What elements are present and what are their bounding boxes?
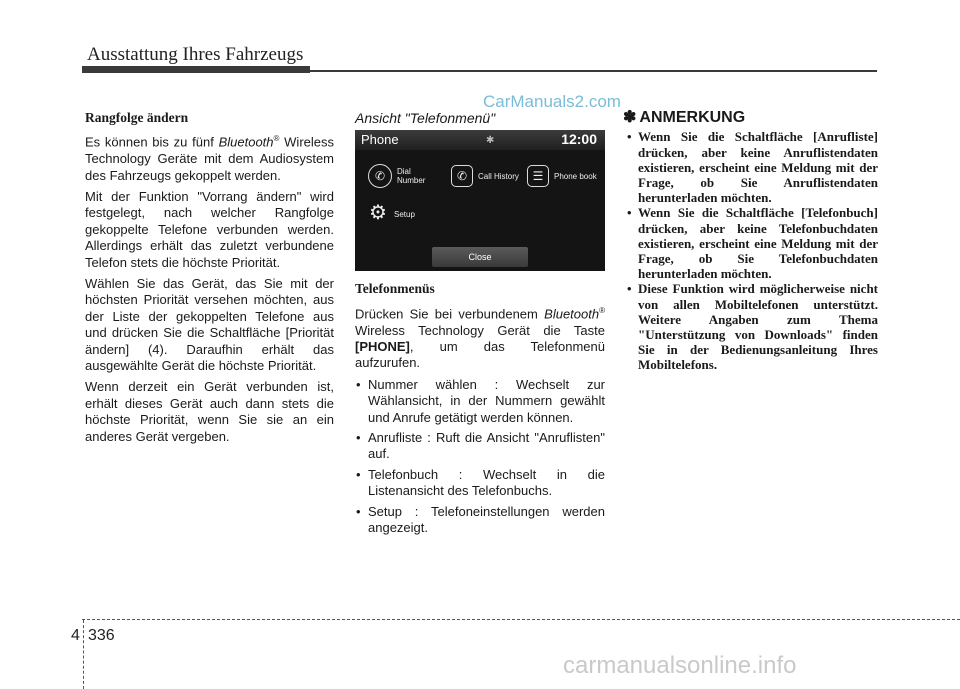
call-history-icon: ✆ bbox=[451, 165, 473, 187]
setup-label: Setup bbox=[394, 209, 415, 219]
list-item: • Wenn Sie die Schaltfläche [Anrufliste] drücken, aber keine Anruflistendaten existieren, erscheint eine Meldung mit der Frage, ob Sie Anruflistendaten herunterladen möchten. bbox=[623, 129, 878, 205]
paragraph-priority-function: Mit der Funktion "Vorrang ändern" wird festgelegt, nach welcher Rangfolge gekoppelte Telefone verbunden werden. Allerdings erhält das zuletzt verbundene Telefon stets die höchste Priorität. bbox=[85, 188, 334, 270]
list-item: • Anrufliste : Ruft die Ansicht "Anruflisten" auf. bbox=[355, 430, 605, 463]
gear-icon: ⚙ bbox=[369, 202, 387, 225]
handset-icon: ✆ bbox=[368, 164, 392, 188]
paragraph-priority-connected: Wenn derzeit ein Gerät verbunden ist, erhält dieses Gerät auch dann stets die höchste Priorität, wenn Sie sie an ein anderes Gerät vergeben. bbox=[85, 379, 334, 444]
phone-menu-screen bbox=[355, 130, 605, 271]
bluetooth-icon: ✱ bbox=[486, 135, 495, 147]
phone-book-label: Phone book bbox=[554, 171, 597, 181]
paragraph-priority-select: Wählen Sie das Gerät, das Sie mit der höchsten Priorität versehen möchten, aus der Liste der gekoppelten Telefone aus und drücken Sie die Schaltfläche [Priorität ändern] (4). Daraufhin erhält das ausgewählte Gerät die höchste Priorität. bbox=[85, 275, 334, 374]
call-history-button[interactable] bbox=[451, 165, 522, 187]
footer-rule bbox=[82, 619, 960, 620]
section-heading-phone-menus: Telefonmenüs bbox=[355, 281, 435, 297]
phone-menu-list bbox=[355, 377, 605, 537]
list-item: • Wenn Sie die Schaltfläche [Telefonbuch] drücken, aber keine Telefonbuchdaten existieren, erscheint eine Meldung mit der Frage, ob Sie Telefonbuchdaten herunterladen möchten. bbox=[623, 205, 878, 281]
page-header-title: Ausstattung Ihres Fahrzeugs bbox=[87, 44, 304, 65]
screen-clock: 12:00 bbox=[561, 131, 597, 148]
column-left bbox=[85, 110, 334, 450]
phone-book-icon: ☰ bbox=[527, 165, 549, 187]
chapter-number: 4 bbox=[71, 627, 80, 644]
setup-button[interactable] bbox=[369, 203, 438, 223]
dial-number-button[interactable] bbox=[368, 164, 441, 188]
paragraph-pairing: Es können bis zu fünf Bluetooth® Wireless Technology Geräte mit dem Audiosystem des Fahrzeugs gekoppelt werden. bbox=[85, 134, 334, 183]
screen-title: Phone bbox=[361, 132, 399, 148]
section-heading-phone-menu: Ansicht "Telefonmenü" bbox=[355, 110, 496, 126]
header-rule bbox=[82, 70, 877, 72]
close-button[interactable]: Close bbox=[432, 247, 528, 267]
call-history-label: Call History bbox=[478, 171, 519, 181]
note-list bbox=[623, 129, 878, 372]
list-item: • Setup : Telefoneinstellungen werden angezeigt. bbox=[355, 504, 605, 537]
column-middle bbox=[355, 110, 605, 540]
note-icon: ✽ bbox=[623, 109, 637, 126]
note-heading: ✽ ANMERKUNG bbox=[623, 109, 746, 126]
paragraph-phone-key: Drücken Sie bei verbundenem Bluetooth® Wireless Technology Gerät die Taste [PHONE], um das Telefonmenü aufzurufen. bbox=[355, 305, 605, 371]
footer-divider bbox=[83, 620, 84, 689]
list-item: • Telefonbuch : Wechselt in die Listenansicht des Telefonbuchs. bbox=[355, 467, 605, 500]
list-item: • Diese Funktion wird möglicherweise nicht von allen Mobiltelefonen unterstützt. Weitere Angaben zum Thema "Unterstützung von Downloads" finden Sie in der Bedienungsanleitung Ihres Mobiltelefons. bbox=[623, 281, 878, 372]
list-item: • Nummer wählen : Wechselt zur Wählansicht, in der Nummern gewählt und Anrufe getätigt werden können. bbox=[355, 377, 605, 426]
section-heading-priority: Rangfolge ändern bbox=[85, 110, 189, 125]
dial-number-label: Dial Number bbox=[397, 167, 426, 186]
phone-book-button[interactable] bbox=[527, 165, 598, 187]
watermark-bottom: carmanualsonline.info bbox=[563, 652, 797, 679]
watermark-top: CarManuals2.com bbox=[483, 92, 621, 111]
page-number: 336 bbox=[88, 627, 115, 644]
column-right bbox=[623, 110, 878, 373]
